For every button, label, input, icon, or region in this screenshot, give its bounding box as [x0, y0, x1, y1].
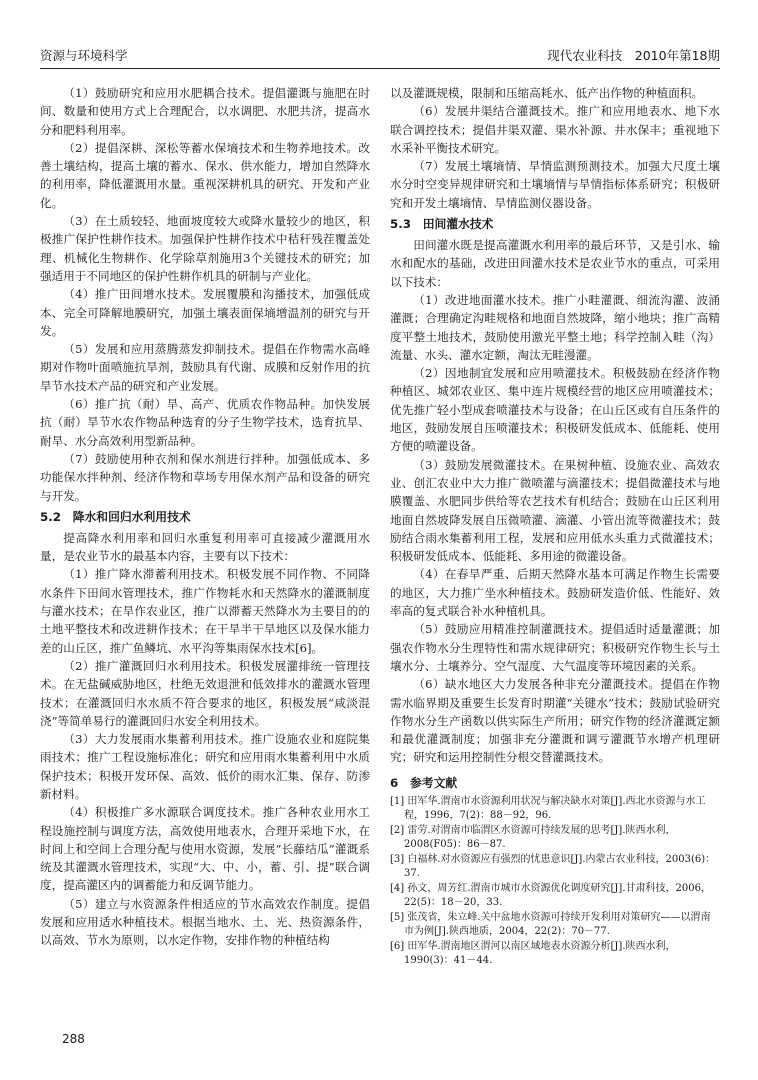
reference-item: [2] 雷劳.对渭南市临渭区水资源可持续发展的思考[J].陕西水利，2008(F05)：86－87. — [390, 824, 676, 851]
paragraph: （6）缺水地区大力发展各种非充分灌溉技术。提倡在作物需水临界期及重要生长发育时期灌“关键水”技术；鼓励试验研究作物水分生产函数以供实际生产所用；研究作物的经济灌溉定额和最优灌溉制度；加强非充分灌溉和调亏灌溉节水增产机理研究；研究和运用控制性分根交替灌溉技术。 — [390, 677, 720, 765]
header-journal-issue: 现代农业科技 2010年第18期 — [547, 48, 720, 63]
paragraph: （6）发展井渠结合灌溉技术。推广和应用地表水、地下水联合调控技术；提倡井渠双灌、渠水补源、井水保丰；重视地下水采补平衡技术研究。 — [390, 104, 720, 155]
paragraph: （4）积极推广多水源联合调度技术。推广各种农业用水工程设施控制与调度方法，高效使用地表水，合理开采地下水，在时间上和空间上合理分配与使用水资源，发展“长藤结瓜”灌溉系统及其灌溉水管理技术，实现“大、中、小，蓄、引、提”联合调度，提高灌区内的调蓄能力和反调节能力。 — [40, 805, 370, 893]
paragraph: （3）大力发展雨水集蓄利用技术。推广设施农业和庭院集雨技术；推广工程设施标准化；研究和应用雨水集蓄利用中水质保护技术；积极开发环保、高效、低价的雨水汇集、保存、防渗新材料。 — [40, 732, 370, 801]
header-section-title: 资源与环境科学 — [40, 48, 128, 63]
section-heading: 6 参考文献 — [390, 775, 458, 790]
header-rule — [40, 68, 720, 69]
paragraph: （5）鼓励应用精准控制灌溉技术。提倡适时适量灌溉；加强农作物水分生理特性和需水规律研究；积极研究作物生长与土壤水分、土壤养分、空气湿度、大气温度等环境因素的关系。 — [390, 622, 720, 673]
paragraph: （3）在土质较轻、地面坡度较大或降水量较少的地区，积极推广保护性耕作技术。加强保护性耕作技术中秸秆残茬覆盖处理、机械化生物耕作、化学除草剂施用3个关键技术的研究；加强适用于不同地区的保护性耕作机具的研制与产业化。 — [40, 214, 370, 283]
left-column — [40, 84, 370, 950]
reference-item: [3] 白福林.对水资源应有强烈的忧患意识[J].内蒙古农业科技，2003(6)：37. — [390, 853, 716, 880]
paragraph: （5）建立与水资源条件相适应的节水高效农作制度。提倡发展和应用适水种植技术。根据当地水、土、光、热资源条件，以高效、节水为原则，以水定作物，安排作物的种植结构 — [40, 896, 370, 948]
paragraph: （4）在春旱严重、后期天然降水基本可满足作物生长需要的地区，大力推广坐水种植技术。鼓励研发造价低、性能好、效率高的复式联合补水种植机具。 — [390, 567, 720, 619]
section-heading: 5.3 田间灌水技术 — [390, 217, 494, 232]
reference-item: [6] 田军华.渭南地区渭河以南区域地表水资源分析[J].陕西水利，1990(3)：41－44. — [390, 940, 676, 967]
paragraph: （1）改进地面灌水技术。推广小畦灌溉、细流沟灌、波涌灌溉；合理确定沟畦规格和地面自然坡降，缩小地块；推广高精度平整土地技术，鼓励使用激光平整土地；科学控制入畦（沟）流量、水头、灌水定额，淘汰无畦漫灌。 — [390, 292, 720, 362]
paragraph: （1）推广降水滞蓄利用技术。积极发展不同作物、不同降水条件下田间水管理技术，推广作物耗水和天然降水的灌溉制度与灌水技术；在旱作农业区，推广以滞蓄天然降水为主要目的的土地平整技术和改进耕作技术；在干旱半干旱地区以及保水能力差的山丘区，推广鱼鳞坑、水平沟等集雨保水技术[6]。 — [40, 567, 370, 655]
paragraph: （2）因地制宜发展和应用喷灌技术。积极鼓励在经济作物种植区、城郊农业区、集中连片规模经营的地区应用喷灌技术；优先推广轻小型成套喷灌技术与设备；在山丘区或有自压条件的地区，鼓励发展自压喷灌技术；积极研发低成本、低能耗、使用方便的喷灌设备。 — [390, 366, 720, 454]
reference-item: [4] 孙文，周芳红.渭南市城市水资源优化调度研究[J].甘肃科技，2006，22(5)：18－20，33. — [390, 882, 711, 909]
paragraph: （2）推广灌溉回归水利用技术。积极发展灌排统一管理技术。在无盐碱威胁地区，杜绝无效退泄和低效排水的灌溉水管理技术；在灌溉回归水水质不符合要求的地区，积极发展“咸淡混浇”等简单易行的灌溉回归水安全利用技术。 — [40, 658, 370, 728]
paragraph: （1）鼓励研究和应用水肥耦合技术。提倡灌溉与施肥在时间、数量和使用方式上合理配合，以水调肥、水肥共济，提高水分和肥料利用率。 — [40, 86, 370, 137]
paragraph: （5）发展和应用蒸腾蒸发抑制技术。提倡在作物需水高峰期对作物叶面喷施抗旱剂，鼓励具有代谢、成膜和反射作用的抗旱节水技术产品的研究和产业发展。 — [40, 342, 370, 393]
section-heading: 5.2 降水和回归水利用技术 — [40, 509, 191, 524]
reference-item: [5] 张茂省，朱立峰.关中盆地水资源可持续开发利用对策研究——以渭南市为例[J].陕西地质，2004，22(2)：70－77. — [390, 911, 711, 938]
paragraph: （6）推广抗（耐）旱、高产、优质农作物品种。加快发展抗（耐）旱节水农作物品种选育的分子生物学技术，选育抗旱、耐旱、水分高效利用型新品种。 — [40, 397, 370, 448]
right-column — [390, 84, 720, 969]
paragraph: 提高降水利用率和回归水重复利用率可直接减少灌溉用水量，是农业节水的最基本内容，主要有以下技术： — [40, 530, 370, 564]
paragraph: （2）提倡深耕、深松等蓄水保墒技术和生物养地技术。改善土壤结构，提高土壤的蓄水、保水、供水能力，增加自然降水的利用率，降低灌溉用水量。重视深耕机具的研究、开发和产业化。 — [40, 140, 370, 210]
page-number: 288 — [62, 1032, 85, 1046]
paragraph: （3）鼓励发展微灌技术。在果树种植、设施农业、高效农业、创汇农业中大力推广微喷灌与滴灌技术；提倡微灌技术与地膜覆盖、水肥同步供给等农艺技术有机结合；鼓励在山丘区利用地面自然坡降发展自压微喷灌、滴灌、小管出流等微灌技术；鼓励结合雨水集蓄利用工程，发展和应用低水头重力式微灌技术；积极研发低成本、低能耗、多用途的微灌设备。 — [390, 457, 720, 564]
paragraph: 田间灌水既是提高灌溉水利用率的最后环节，又是引水、输水和配水的基础，改进田间灌水技术是农业节水的重点，可采用以下技术： — [390, 238, 720, 289]
paragraph: （7）发展土壤墒情、旱情监测预测技术。加强大尺度土壤水分时空变异规律研究和土壤墒情与旱情指标体系研究；积极研究和开发土壤墒情、旱情监测仪器设备。 — [390, 159, 720, 210]
paragraph: 以及灌溉规模，限制和压缩高耗水、低产出作物的种植面积。 — [390, 86, 704, 100]
running-header — [40, 46, 720, 66]
paragraph: （7）鼓励使用种衣剂和保水剂进行拌种。加强低成本、多功能保水拌种剂、经济作物和草场专用保水剂产品和设备的研究与开发。 — [40, 451, 370, 503]
paragraph: （4）推广田间增水技术。发展覆膜和沟播技术，加强低成本、完全可降解地膜研究，加强土壤表面保墒增温剂的研究与开发。 — [40, 287, 370, 338]
reference-item: [1] 田军华.渭南市水资源利用状况与解决缺水对策[J].西北水资源与水工程，1996，7(2)：88－92，96. — [390, 795, 706, 822]
